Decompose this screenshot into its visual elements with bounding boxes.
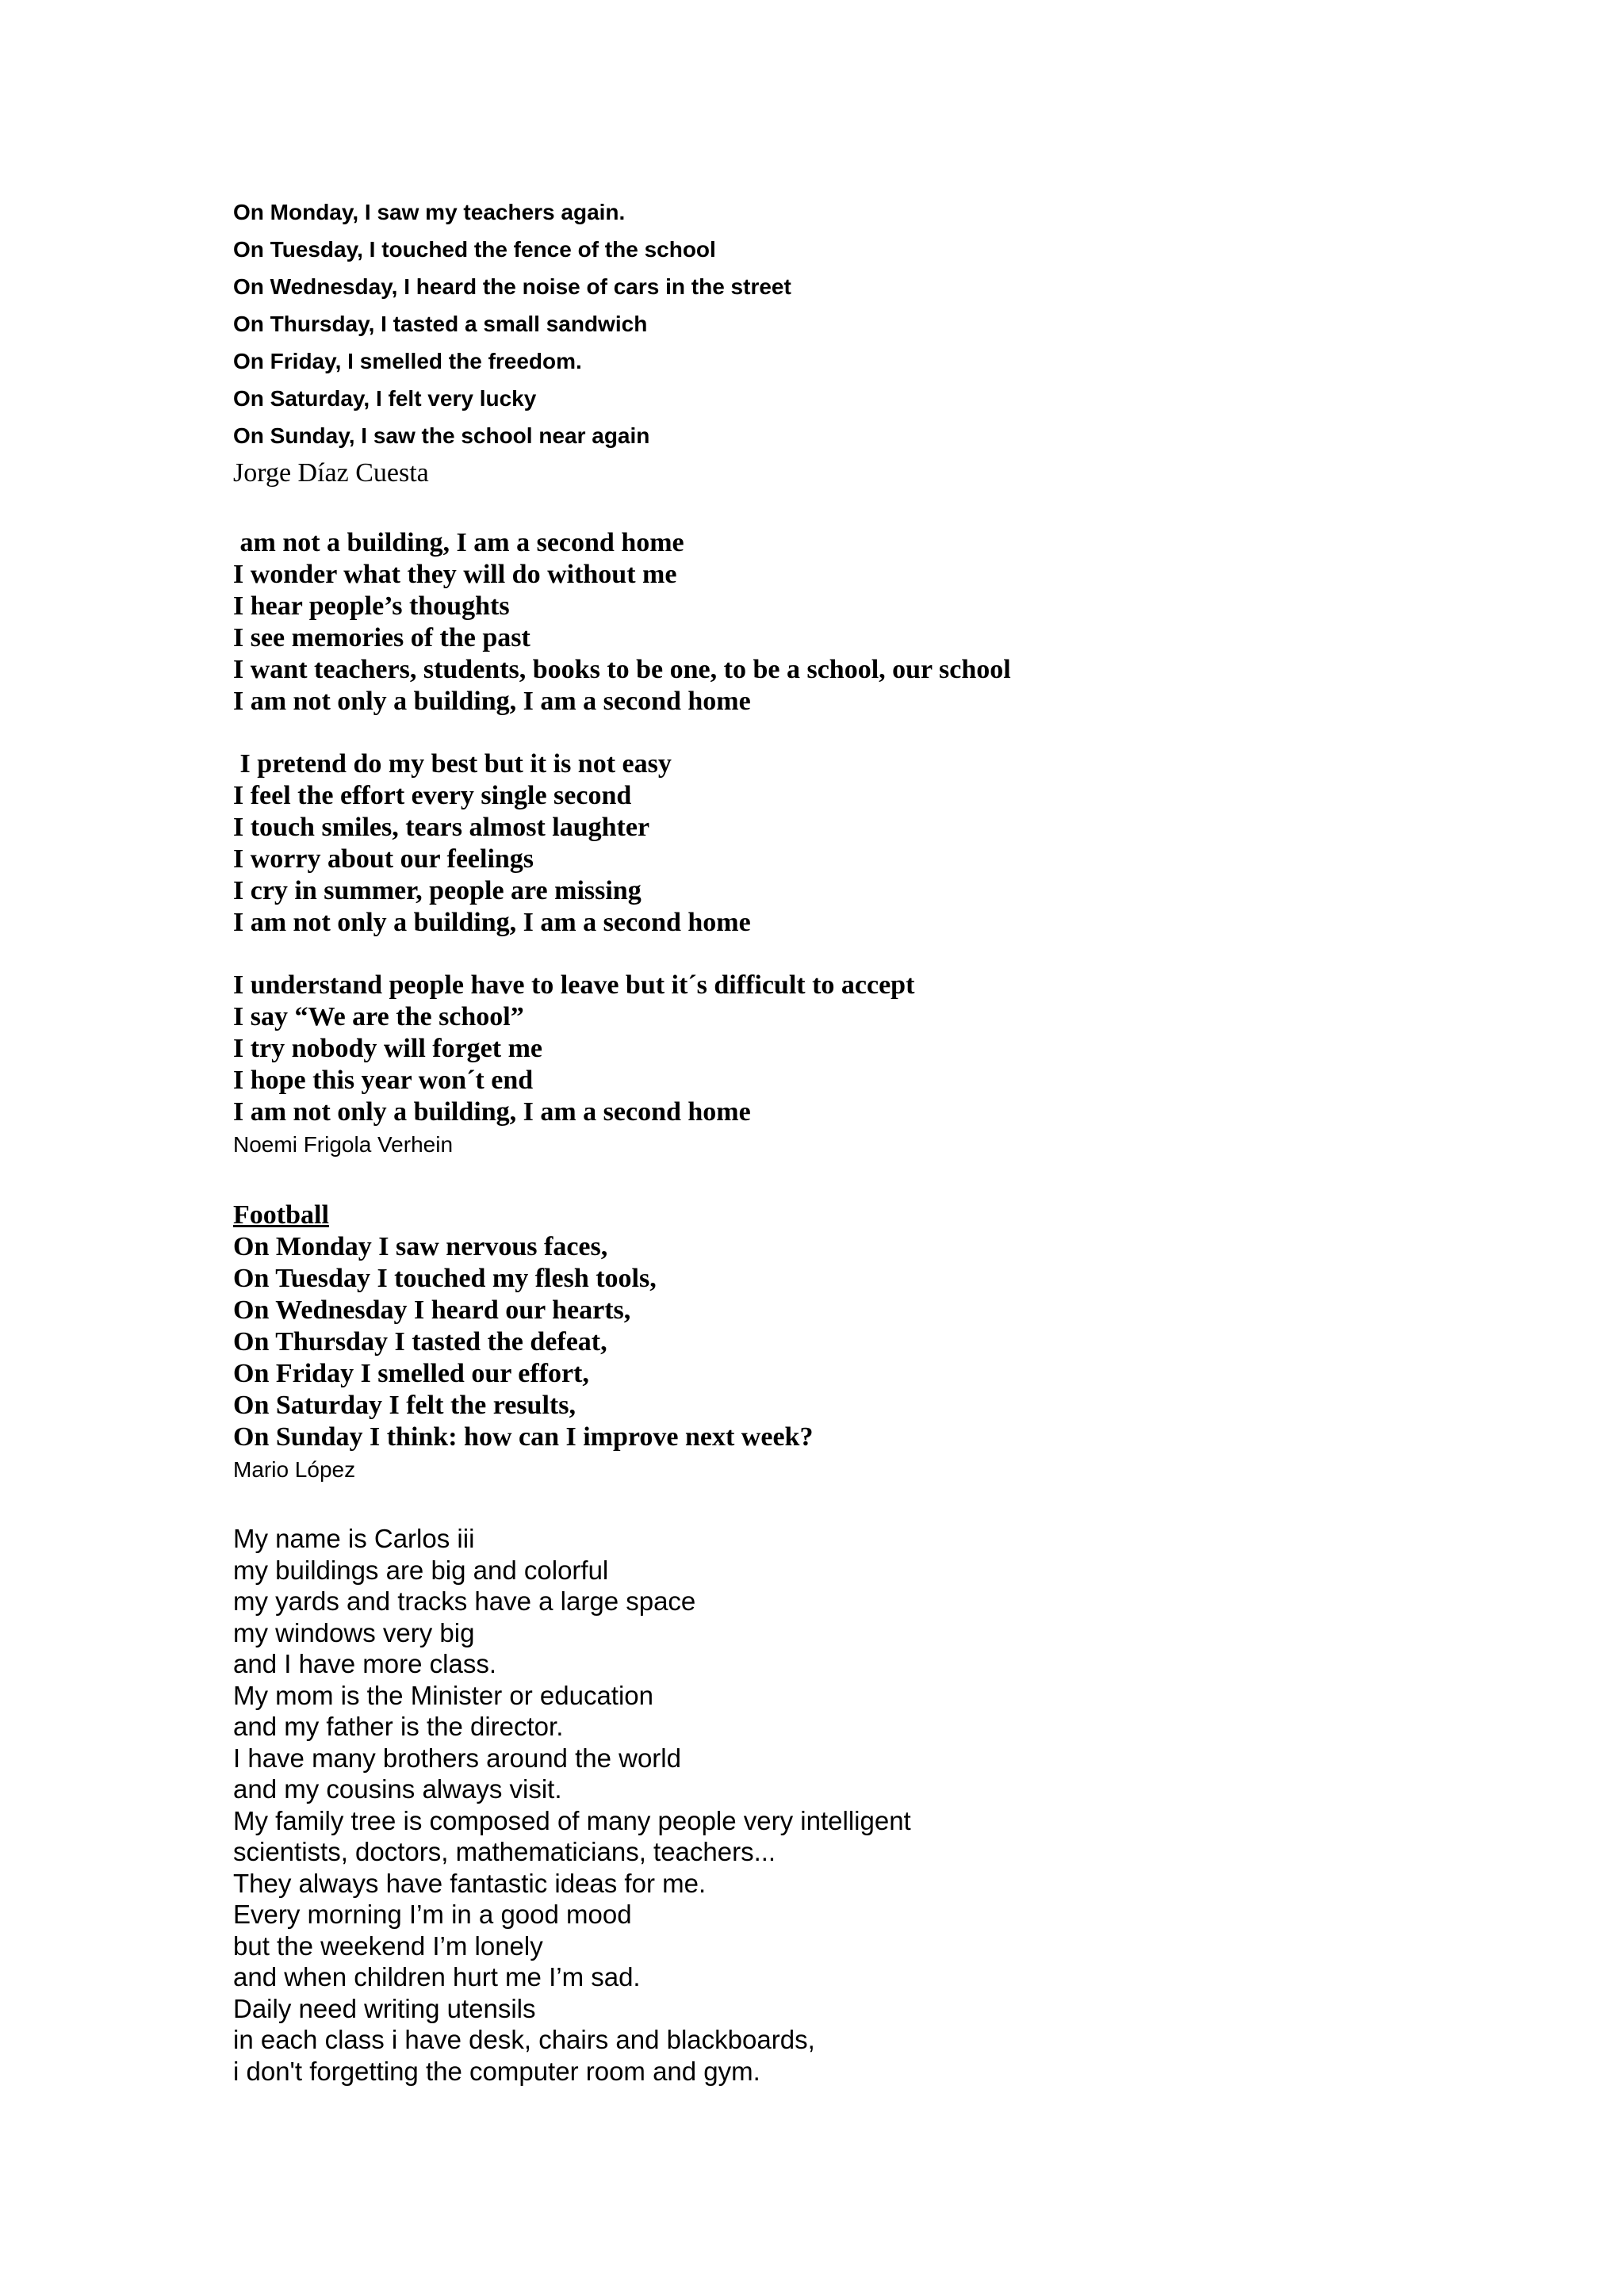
poem-carlos-line: my windows very big <box>233 1618 475 1647</box>
poem-second-home-line: am not a building, I am a second home <box>233 528 684 557</box>
poem-days-line: On Sunday, I saw the school near again <box>233 423 650 448</box>
poem-carlos-line: I have many brothers around the world <box>233 1743 681 1773</box>
poem-second-home-line: I pretend do my best but it is not easy <box>233 749 672 779</box>
poem-carlos-line: scientists, doctors, mathematicians, teachers... <box>233 1837 776 1866</box>
poem-second-home-line: I cry in summer, people are missing <box>233 876 642 905</box>
poem-carlos-line: My family tree is composed of many people very intelligent <box>233 1806 911 1835</box>
poem-carlos-line: my yards and tracks have a large space <box>233 1586 696 1616</box>
poem-second-home-line: I worry about our feelings <box>233 844 534 874</box>
poem-second-home-line: I wonder what they will do without me <box>233 560 677 589</box>
poem-football-line: On Saturday I felt the results, <box>233 1391 576 1420</box>
poem-carlos-line: My mom is the Minister or education <box>233 1681 654 1710</box>
poem-carlos-line: and my cousins always visit. <box>233 1774 562 1804</box>
poem-second-home-line: I am not only a building, I am a second home <box>233 687 751 716</box>
poem-carlos-line: Daily need writing utensils <box>233 1994 536 2023</box>
poem-days-line: On Monday, I saw my teachers again. <box>233 200 626 224</box>
poem-football-line: On Wednesday I heard our hearts, <box>233 1295 631 1325</box>
poem-days-line: On Friday, I smelled the freedom. <box>233 349 582 373</box>
poem-days-line: On Wednesday, I heard the noise of cars in the street <box>233 274 791 299</box>
poem-football-line: On Friday I smelled our effort, <box>233 1359 589 1388</box>
poem-second-home-line: I am not only a building, I am a second home <box>233 1097 751 1127</box>
poem-second-home-line: I am not only a building, I am a second home <box>233 908 751 937</box>
poem-football-title: Football <box>233 1200 329 1230</box>
poem-football-line: On Monday I saw nervous faces, <box>233 1232 608 1261</box>
poem-days-line: On Saturday, I felt very lucky <box>233 386 537 411</box>
poem-days-line: On Thursday, I tasted a small sandwich <box>233 312 648 336</box>
poem-football-line: On Tuesday I touched my flesh tools, <box>233 1264 657 1293</box>
poem-second-home-author: Noemi Frigola Verhein <box>233 1132 454 1157</box>
poem-football-author: Mario López <box>233 1457 356 1482</box>
poem-second-home-line: I feel the effort every single second <box>233 781 632 810</box>
poem-carlos-line: my buildings are big and colorful <box>233 1556 609 1585</box>
poem-days-line: On Tuesday, I touched the fence of the school <box>233 237 716 262</box>
poem-football-line: On Sunday I think: how can I improve next week? <box>233 1422 814 1452</box>
poem-carlos-line: and my father is the director. <box>233 1712 564 1741</box>
poem-second-home-line: I touch smiles, tears almost laughter <box>233 813 650 842</box>
poem-days-author: Jorge Díaz Cuesta <box>233 458 429 488</box>
poem-carlos-line: They always have fantastic ideas for me. <box>233 1869 707 1898</box>
poem-second-home-line: I try nobody will forget me <box>233 1034 543 1063</box>
poem-carlos-line: Every morning I’m in a good mood <box>233 1900 632 1929</box>
poem-second-home-line: I want teachers, students, books to be one, to be a school, our school <box>233 655 1011 684</box>
poem-second-home-line: I understand people have to leave but it´s difficult to accept <box>233 970 915 1000</box>
poem-second-home-line: I see memories of the past <box>233 623 530 652</box>
poem-carlos-line: and when children hurt me I’m sad. <box>233 1962 641 1992</box>
poem-football-line: On Thursday I tasted the defeat, <box>233 1327 607 1357</box>
poem-carlos-line: in each class i have desk, chairs and blackboards, <box>233 2025 815 2054</box>
poem-carlos-line: and I have more class. <box>233 1649 496 1678</box>
poem-carlos-line: My name is Carlos iii <box>233 1524 475 1553</box>
poem-carlos-line: i don't forgetting the computer room and gym. <box>233 2057 760 2086</box>
poem-second-home-line: I say “We are the school” <box>233 1002 524 1031</box>
poem-second-home-line: I hope this year won´t end <box>233 1066 534 1095</box>
poem-carlos-line: but the weekend I’m lonely <box>233 1931 543 1961</box>
poem-second-home-line: I hear people’s thoughts <box>233 591 510 621</box>
